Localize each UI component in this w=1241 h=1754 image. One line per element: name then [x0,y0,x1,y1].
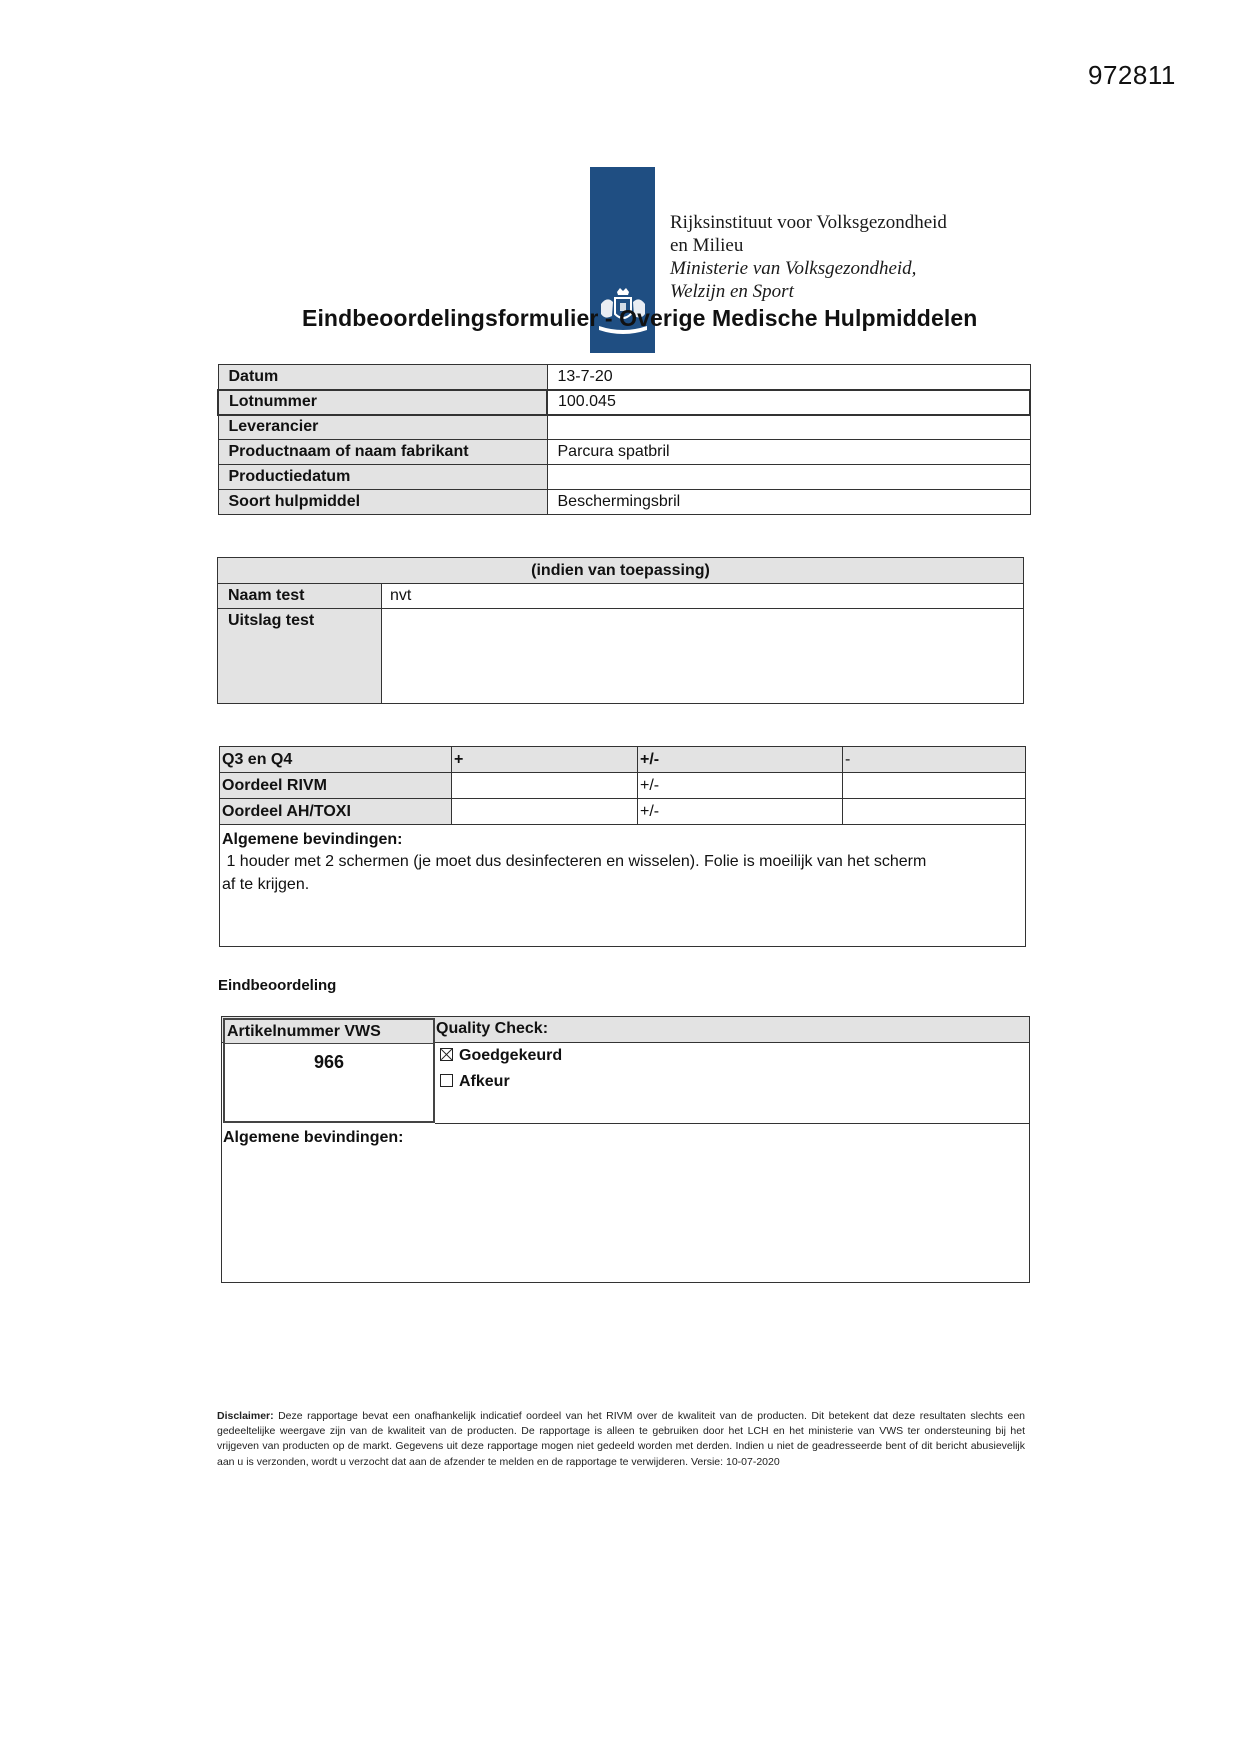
q-rivm-minus [843,773,1026,799]
final-assessment-heading: Eindbeoordeling [218,977,337,994]
table-row [218,490,1030,515]
info-label: Productnaam of naam fabrikant [218,440,547,465]
quality-check-label: Quality Check: [436,1020,549,1037]
info-value [547,415,1030,440]
info-value [547,465,1030,490]
form-title: Eindbeoordelingsformulier - Overige Medische Hulpmiddelen [302,305,978,331]
approved-label: Goedgekeurd [459,1047,563,1064]
rejected-option[interactable] [440,1073,510,1091]
test-result-label: Uitslag test [218,609,382,704]
divider [435,1123,1029,1124]
q-ah-minus [843,799,1026,825]
info-value: 100.045 [547,390,1030,415]
table-row [218,415,1030,440]
test-table [217,557,1024,704]
test-name-value: nvt [382,584,1024,609]
test-name-label: Naam test [218,584,382,609]
test-result-value [382,609,1024,704]
org-line-3: Ministerie van Volksgezondheid, [670,258,917,279]
q-findings-line-2: af te krijgen. [222,875,310,893]
q-rivm-plus [452,773,638,799]
org-line-2: en Milieu [670,235,744,256]
q-header-label: Q3 en Q4 [220,747,452,773]
org-line-4: Welzijn en Sport [670,281,794,302]
rejected-label: Afkeur [459,1073,510,1090]
info-label: Productiedatum [218,465,547,490]
q-header-minus: - [843,747,1026,773]
disclaimer-text: Deze rapportage bevat een onafhankelijk indicatief oordeel van het RIVM over de kwaliteit van de producten. Dit betekent dat deze resultaten slechts een gedeeltelijke weergave zijn van de kwaliteit van de producten. De rapportage is alleen te gebruiken door het LCH en het ministerie van VWS ter ondersteuning bij het vrijgeven van producten op de markt. Gegevens uit deze rapportage mogen niet gedeeld worden met derden. Indien u niet de geadresseerde bent of dit bericht abusievelijk aan u is verzonden, wordt u verzocht dat aan de afzender te melden en de rapportage te verwijderen. Versie: 10-07-2020 [217,1410,1025,1468]
disclaimer-label: Disclaimer: [217,1410,274,1422]
article-number-box [223,1018,435,1123]
final-findings-label: Algemene bevindingen: [223,1129,404,1146]
test-table-header: (indien van toepassing) [218,558,1024,584]
q-findings-line-1: 1 houder met 2 schermen (je moet dus desinfecteren en wisselen). Folie is moeilijk van het scherm [222,853,927,871]
q-ah-plusminus: +/- [638,799,843,825]
q-findings-cell [220,825,1026,947]
approved-option[interactable] [440,1047,562,1065]
q-rivm-label: Oordeel RIVM [220,773,452,799]
article-number-label: Artikelnummer VWS [225,1020,433,1044]
info-value: 13-7-20 [547,365,1030,390]
q-header-plus: + [452,747,638,773]
org-line-1: Rijksinstituut voor Volksgezondheid [670,212,947,233]
article-number-value: 966 [313,1052,345,1072]
table-row [218,365,1030,390]
info-label: Soort hulpmiddel [218,490,547,515]
info-label: Leverancier [218,415,547,440]
disclaimer [217,1409,1025,1470]
table-row [218,465,1030,490]
document-number: 972811 [1088,60,1176,90]
info-value: Beschermingsbril [547,490,1030,515]
quality-table [219,746,1026,947]
q-rivm-plusminus: +/- [638,773,843,799]
table-row [218,390,1030,415]
approved-checkbox[interactable] [440,1048,453,1061]
rejected-checkbox[interactable] [440,1074,453,1087]
q-ah-label: Oordeel AH/TOXI [220,799,452,825]
table-row [218,440,1030,465]
q-findings-label: Algemene bevindingen: [222,831,403,848]
info-value: Parcura spatbril [547,440,1030,465]
q-ah-plus [452,799,638,825]
q-header-plusminus: +/- [638,747,843,773]
product-info-table [217,364,1031,515]
info-label: Datum [218,365,547,390]
final-assessment-box [221,1016,1030,1283]
info-label: Lotnummer [218,390,547,415]
